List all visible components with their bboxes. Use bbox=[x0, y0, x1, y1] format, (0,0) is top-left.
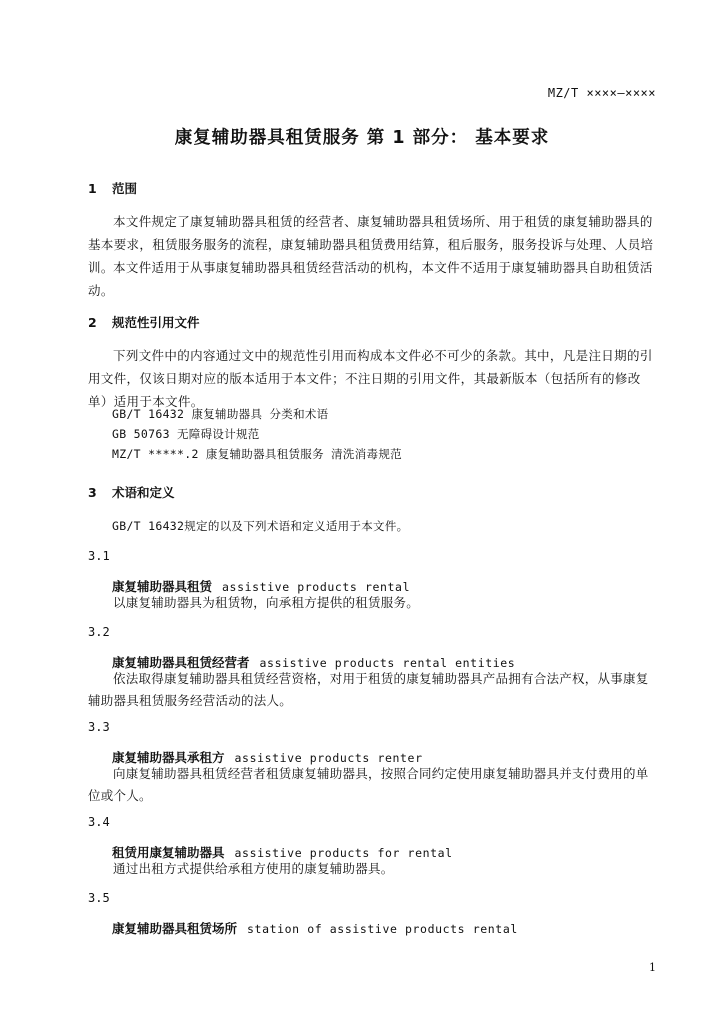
term-english: assistive products renter bbox=[234, 751, 423, 765]
term-definition: 向康复辅助器具租赁经营者租赁康复辅助器具，按照合同约定使用康复辅助器具并支付费用的单位或个人。 bbox=[88, 766, 649, 803]
scope-paragraph-1: 本文件规定了康复辅助器具租赁的经营者、康复辅助器具租赁场所、用于租赁的康复辅助器具的基本要求，租赁服务服务的流程，康复辅助器具租赁费用结算，租后服务，服务投诉与处理、人员培训。 bbox=[88, 214, 654, 275]
section-heading-scope bbox=[88, 179, 137, 197]
section-number: 2 bbox=[88, 315, 97, 330]
term-chinese: 租赁用康复辅助器具 bbox=[112, 845, 225, 860]
reference-item: GB/T 16432 康复辅助器具 分类和术语 bbox=[112, 407, 329, 421]
reference-item: MZ/T *****.2 康复辅助器具租赁服务 清洗消毒规范 bbox=[112, 447, 402, 461]
term-chinese: 康复辅助器具租赁经营者 bbox=[112, 655, 250, 670]
term-chinese: 康复辅助器具承租方 bbox=[112, 750, 225, 765]
section-title: 范围 bbox=[112, 181, 138, 196]
term-english: assistive products rental bbox=[222, 580, 411, 594]
document-title: 康复辅助器具租赁服务 第 1 部分： 基本要求 bbox=[174, 128, 550, 148]
scope-paragraph-2: 本文件适用于从事康复辅助器具租赁经营活动的机构，本文件不适用于康复辅助器具自助租赁活动。 bbox=[88, 260, 653, 298]
term-chinese: 康复辅助器具租赁 bbox=[112, 579, 213, 594]
term-definition: 通过出租方式提供给承租方使用的康复辅助器具。 bbox=[113, 861, 394, 876]
term-english: assistive products for rental bbox=[234, 846, 453, 860]
term-heading bbox=[112, 919, 518, 937]
terms-intro: GB/T 16432规定的以及下列术语和定义适用于本文件。 bbox=[112, 519, 409, 533]
page-number: 1 bbox=[649, 961, 656, 974]
term-definition: 依法取得康复辅助器具租赁经营资格，对用于租赁的康复辅助器具产品拥有合法产权，从事康复辅助器具租赁服务经营活动的法人。 bbox=[88, 671, 649, 708]
term-definition: 以康复辅助器具为租赁物，向承租方提供的租赁服务。 bbox=[113, 595, 420, 610]
term-number: 3.4 bbox=[88, 815, 110, 829]
term-number: 3.3 bbox=[88, 720, 110, 734]
section-number: 1 bbox=[88, 181, 97, 196]
section-heading-terms bbox=[88, 483, 175, 501]
section-heading-normative-references bbox=[88, 313, 200, 331]
standard-code: MZ/T ××××—×××× bbox=[547, 86, 656, 100]
term-english: station of assistive products rental bbox=[247, 922, 518, 936]
term-number: 3.5 bbox=[88, 891, 110, 905]
term-english: assistive products rental entities bbox=[259, 656, 516, 670]
term-number: 3.2 bbox=[88, 625, 110, 639]
section-number: 3 bbox=[88, 485, 97, 500]
references-intro: 下列文件中的内容通过文中的规范性引用而构成本文件必不可少的条款。其中，凡是注日期的引用文件，仅该日期对应的版本适用于本文件；不注日期的引用文件，其最新版本（包括所有的修改单）适用于本文件。 bbox=[88, 348, 653, 409]
reference-item: GB 50763 无障碍设计规范 bbox=[112, 427, 260, 441]
term-number: 3.1 bbox=[88, 549, 110, 563]
term-chinese: 康复辅助器具租赁场所 bbox=[112, 921, 238, 936]
section-title: 规范性引用文件 bbox=[112, 315, 200, 330]
section-title: 术语和定义 bbox=[112, 485, 175, 500]
